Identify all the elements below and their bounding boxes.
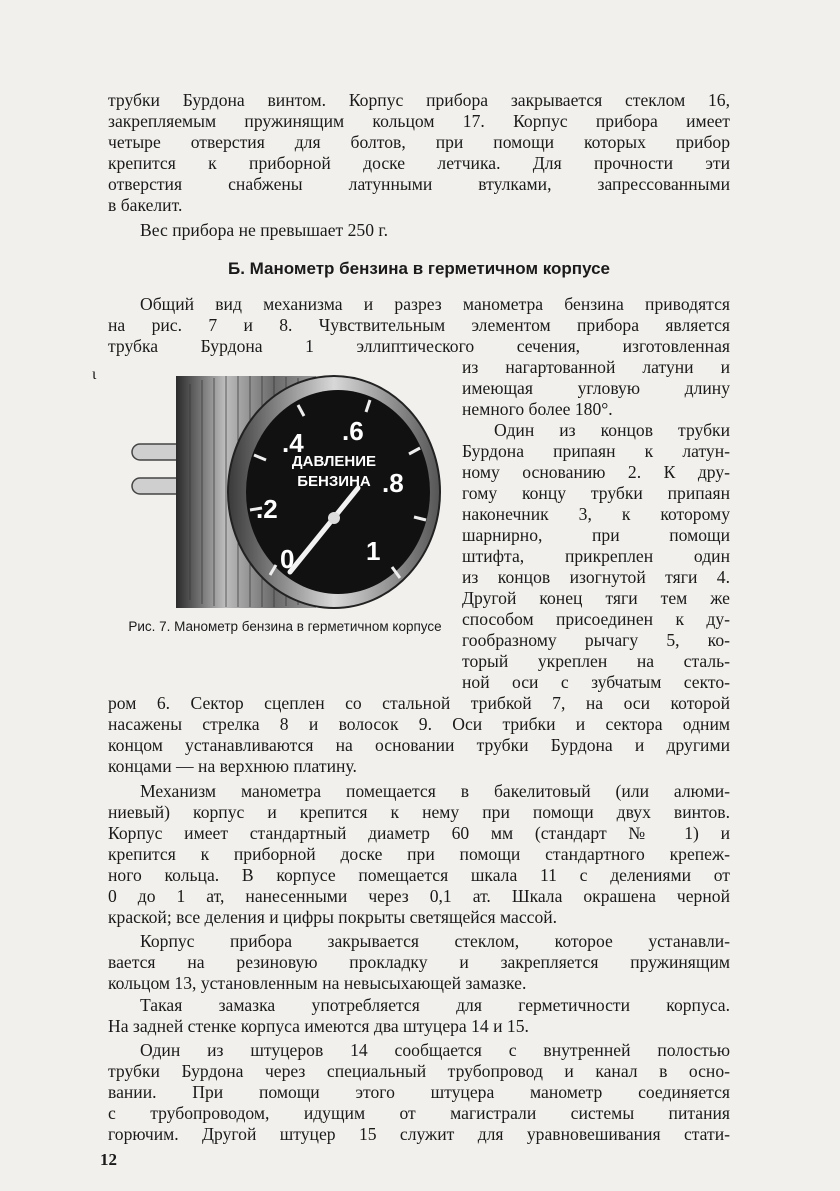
text-line: кольцом 13, установленным на невысыхающей замазке. (108, 973, 527, 993)
text-line: ной оси с зубчатым секто- (462, 672, 730, 692)
text-line: вается на резиновую прокладку и закрепляется пружинящим (108, 952, 730, 972)
text-line: Корпус имеет стандартный диаметр 60 мм (стандарт № 1) и (108, 823, 730, 843)
section-heading: Б. Манометр бензина в герметичном корпусе (227, 259, 611, 278)
scale-label-08: .8 (382, 468, 404, 498)
narrow-column (462, 357, 730, 693)
scale-label-04: .4 (282, 428, 304, 458)
top-paragraph (108, 90, 730, 241)
text-line: 0 до 1 ат, нанесенными через 0,1 ат. Шкала окрашена черной (108, 886, 730, 906)
putty-paragraph (108, 995, 730, 1037)
dial-text-fuel: БЕНЗИНА (297, 473, 371, 490)
needle-hub (328, 512, 340, 524)
text-line: с трубопроводом, идущим от магистрали системы питания (108, 1103, 730, 1123)
scale-label-1: 1 (366, 536, 381, 566)
text-line: способом присоединен к ду- (462, 609, 730, 629)
text-line: четыре отверстия для болтов, при помощи которых прибор (108, 132, 730, 152)
text-line: насажены стрелка 8 и волосок 9. Оси трибки и сектора одним (108, 714, 730, 734)
text-line: наконечник 3, к которому (462, 504, 730, 524)
text-line: Один из концов трубки (494, 420, 730, 440)
text-line: Корпус прибора закрывается стеклом, которое устанавли- (140, 931, 730, 951)
text-line: гому концу трубки припаян (462, 483, 730, 503)
text-line: ниевый) корпус и крепится к нему при помощи двух винтов. (108, 802, 730, 822)
text-line: трубка Бурдона 1 эллиптического сечения, изготовленная (108, 336, 730, 356)
text-line: ром 6. Сектор сцеплен со стальной трибкой 7, на оси которой (108, 693, 730, 713)
text-line: крепится к приборной доске при помощи стандартного крепеж- (108, 844, 730, 864)
text-line: Механизм манометра помещается в бакелитовый (или алюми- (140, 781, 730, 801)
text-line: немного более 180°. (462, 399, 613, 419)
text-line: краской; все деления и цифры покрыты светящейся массой. (108, 907, 558, 927)
scale-label-06: .6 (342, 416, 364, 446)
stray-mark: ɩ (92, 366, 97, 383)
mechanism-paragraph (108, 781, 730, 928)
scale-label-02: .2 (256, 494, 278, 524)
text-line: имеющая угловую длину (462, 378, 730, 398)
text-line: Один из штуцеров 14 сообщается с внутренней полостью (140, 1040, 730, 1060)
weight-line: Вес прибора не превышает 250 г. (140, 220, 389, 240)
text-line: трубки Бурдона винтом. Корпус прибора закрывается стеклом 16, (108, 90, 730, 110)
text-line: Общий вид механизма и разрез манометра бензина приводятся (140, 294, 730, 314)
text-line: Такая замазка употребляется для герметичности корпуса. (140, 995, 730, 1015)
text-line: штифта, прикреплен один (462, 546, 730, 566)
text-line: крепится к приборной доске летчика. Для прочности эти (108, 153, 730, 173)
text-line: шарнирно, при помощи (462, 525, 730, 545)
fittings-paragraph (108, 1040, 730, 1145)
dial-text-pressure: ДАВЛЕНИЕ (291, 453, 377, 470)
text-line: на рис. 7 и 8. Чувствительным элементом прибора является (108, 315, 730, 335)
text-line: концом устанавливаются на основании трубки Бурдона и другими (108, 735, 730, 755)
scale-label-0: 0 (280, 544, 295, 574)
text-line: Другой конец тяги тем же (462, 588, 730, 608)
figure-caption: Рис. 7. Манометр бензина в герметичном корпусе (128, 619, 442, 634)
glass-paragraph (108, 931, 730, 994)
text-line: из нагартованной латуни и (462, 357, 730, 377)
general-paragraph (108, 294, 730, 357)
text-line: вании. При помощи этого штуцера манометр соединяется (108, 1082, 730, 1102)
text-line: торый укреплен на сталь- (462, 651, 730, 671)
sector-paragraph (108, 693, 730, 777)
text-line: закрепляемым пружинящим кольцом 17. Корпус прибора имеет (108, 111, 730, 131)
text-line: концами — на верхнюю платину. (108, 756, 357, 776)
gauge-figure (120, 360, 450, 610)
text-line: На задней стенке корпуса имеются два штуцера 14 и 15. (108, 1016, 529, 1036)
text-line: из концов изогнутой тяги 4. (462, 567, 730, 587)
text-line: ного кольца. В корпусе помещается шкала 11 с делениями от (108, 865, 730, 885)
text-line: гообразному рычагу 5, ко- (462, 630, 730, 650)
text-line: трубки Бурдона через специальный трубопровод и канал в осно- (108, 1061, 730, 1081)
text-line: в бакелит. (108, 195, 183, 215)
text-line: ному основанию 2. К дру- (462, 462, 730, 482)
gauge-illustration (120, 360, 450, 610)
text-line: отверстия снабжены латунными втулками, запрессованными (108, 174, 730, 194)
page-number: 12 (100, 1150, 117, 1169)
text-line: Бурдона припаян к латун- (462, 441, 730, 461)
text-line: горючим. Другой штуцер 15 служит для уравновешивания стати- (108, 1124, 730, 1144)
